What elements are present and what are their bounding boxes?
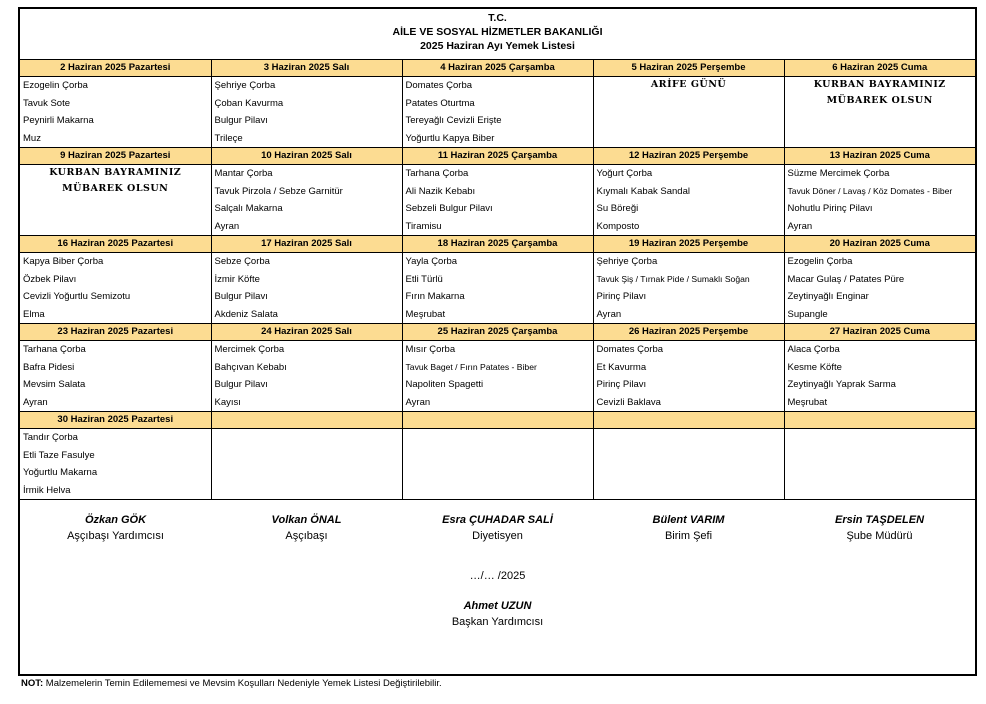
special-day-message: KURBAN BAYRAMINIZ MÜBAREK OLSUN	[20, 165, 211, 236]
day-menu-cell	[784, 253, 975, 324]
day-date-header	[784, 412, 975, 429]
menu-item: Yoğurt Çorba	[596, 168, 653, 179]
signature-2	[211, 512, 402, 544]
menu-item: Ezogelin Çorba	[23, 80, 88, 91]
menu-item: Süzme Mercimek Çorba	[787, 168, 890, 179]
day-date-header: 25 Haziran 2025 Çarşamba	[402, 324, 593, 341]
menu-item: Ayran	[214, 220, 240, 232]
approval-date: …/… /2025	[469, 570, 526, 582]
menu-item: Fırın Makarna	[405, 291, 465, 302]
day-date-header: 16 Haziran 2025 Pazartesi	[20, 236, 211, 253]
day-menu-cell	[593, 165, 784, 236]
day-menu-cell	[784, 165, 975, 236]
approval-block	[20, 598, 975, 630]
day-menu-cell	[211, 77, 402, 148]
day-date-header	[402, 412, 593, 429]
menu-item: Nohutlu Pirinç Pilavı	[787, 203, 873, 214]
approval-name: Ahmet UZUN	[463, 600, 532, 612]
menu-item: Supangle	[787, 308, 828, 320]
menu-item: Komposto	[596, 220, 640, 232]
day-date-header: 17 Haziran 2025 Salı	[211, 236, 402, 253]
menu-item: Napoliten Spagetti	[405, 379, 484, 390]
menu-item: Bulgur Pilavı	[214, 115, 268, 126]
week-items-row	[20, 429, 975, 500]
menu-item: İrmik Helva	[23, 484, 71, 496]
menu-item: Yoğurtlu Kapya Biber	[405, 132, 495, 144]
menu-item: Tavuk Baget / Fırın Patates - Biber	[405, 361, 537, 372]
menu-item: Ayran	[596, 308, 622, 320]
menu-item: Et Kavurma	[596, 361, 647, 373]
day-date-header: 12 Haziran 2025 Perşembe	[593, 148, 784, 165]
menu-item: Sebze Çorba	[214, 256, 270, 267]
menu-item: Tavuk Döner / Lavaş / Köz Domates - Biber	[787, 185, 953, 196]
menu-item: Tavuk Sote	[23, 97, 70, 109]
week-header-row	[20, 236, 975, 253]
week-items-row	[20, 341, 975, 412]
menu-item: Etli Türlü	[405, 273, 443, 285]
menu-item: Tarhana Çorba	[23, 344, 86, 355]
day-menu-cell	[20, 77, 211, 148]
day-date-header: 3 Haziran 2025 Salı	[211, 60, 402, 77]
day-date-header: 9 Haziran 2025 Pazartesi	[20, 148, 211, 165]
day-date-header: 13 Haziran 2025 Cuma	[784, 148, 975, 165]
menu-item: Kapya Biber Çorba	[23, 256, 104, 267]
day-menu-cell	[20, 341, 211, 412]
signature-5	[784, 512, 975, 544]
day-menu-cell	[211, 165, 402, 236]
menu-item: Peynirli Makarna	[23, 115, 94, 126]
menu-item: Alaca Çorba	[787, 344, 840, 355]
menu-item: Yoğurtlu Makarna	[23, 467, 98, 478]
week-header-row	[20, 60, 975, 77]
day-date-header: 20 Haziran 2025 Cuma	[784, 236, 975, 253]
menu-item: Tiramisu	[405, 220, 442, 232]
day-menu-cell	[593, 429, 784, 500]
signature-name: Bülent VARIM	[652, 514, 725, 526]
day-menu-cell	[211, 429, 402, 500]
menu-item: Zeytinyağlı Enginar	[787, 291, 869, 302]
menu-item: Bahçıvan Kebabı	[214, 361, 287, 373]
menu-item: Kıymalı Kabak Sandal	[596, 185, 690, 197]
day-menu-cell	[593, 341, 784, 412]
day-date-header: 26 Haziran 2025 Perşembe	[593, 324, 784, 341]
menu-item: Meşrubat	[405, 308, 446, 320]
menu-item: Kayısı	[214, 396, 241, 408]
note-text: Malzemelerin Temin Edilememesi ve Mevsim Koşulları Nedeniyle Yemek Listesi Değiştirilebilir.	[43, 678, 442, 689]
menu-item: Tavuk Şiş / Tırnak Pide / Sumaklı Soğan	[596, 273, 750, 284]
menu-item: Ayran	[787, 220, 813, 232]
menu-item: Salçalı Makarna	[214, 203, 283, 214]
signature-area	[20, 500, 975, 668]
signature-title: Diyetisyen	[472, 530, 523, 542]
menu-item: Elma	[23, 308, 45, 320]
day-date-header: 18 Haziran 2025 Çarşamba	[402, 236, 593, 253]
day-date-header: 2 Haziran 2025 Pazartesi	[20, 60, 211, 77]
day-date-header: 6 Haziran 2025 Cuma	[784, 60, 975, 77]
menu-item: Etli Taze Fasulye	[23, 449, 95, 461]
signature-title: Şube Müdürü	[846, 530, 913, 542]
note-label: NOT:	[21, 678, 44, 689]
week-header-row	[20, 412, 975, 429]
signature-title: Aşçıbaşı	[285, 530, 328, 542]
menu-table	[20, 60, 975, 500]
week-items-row	[20, 165, 975, 236]
menu-item: Cevizli Yoğurtlu Semizotu	[23, 291, 131, 302]
title-line-2: AİLE VE SOSYAL HİZMETLER BAKANLIĞI	[392, 26, 603, 38]
day-menu-cell	[784, 341, 975, 412]
menu-item: Bafra Pidesi	[23, 361, 75, 373]
menu-item: Çoban Kavurma	[214, 97, 284, 109]
day-date-header: 19 Haziran 2025 Perşembe	[593, 236, 784, 253]
day-date-header: 11 Haziran 2025 Çarşamba	[402, 148, 593, 165]
menu-item: Mantar Çorba	[214, 168, 273, 179]
day-menu-cell	[402, 429, 593, 500]
signature-name: Esra ÇUHADAR SALİ	[442, 514, 553, 526]
menu-item: Mercimek Çorba	[214, 344, 285, 355]
day-menu-cell	[211, 253, 402, 324]
menu-item: Ali Nazik Kebabı	[405, 185, 476, 197]
menu-item: Zeytinyağlı Yaprak Sarma	[787, 379, 896, 390]
menu-item: Akdeniz Salata	[214, 308, 278, 320]
day-menu-cell	[402, 77, 593, 148]
menu-item: Yayla Çorba	[405, 256, 458, 267]
week-items-row	[20, 77, 975, 148]
day-menu-cell	[20, 429, 211, 500]
week-items-row	[20, 253, 975, 324]
menu-item: Mısır Çorba	[405, 344, 456, 355]
menu-sheet	[18, 7, 977, 676]
special-day-message: KURBAN BAYRAMINIZ MÜBAREK OLSUN	[784, 77, 975, 148]
menu-item: Pirinç Pilavı	[596, 379, 647, 390]
menu-item: Şehriye Çorba	[214, 80, 276, 91]
day-menu-cell	[20, 253, 211, 324]
menu-item: Tarhana Çorba	[405, 168, 469, 179]
day-date-header: 23 Haziran 2025 Pazartesi	[20, 324, 211, 341]
day-date-header: 30 Haziran 2025 Pazartesi	[20, 412, 211, 429]
menu-item: Bulgur Pilavı	[214, 291, 268, 302]
day-menu-cell	[593, 253, 784, 324]
day-date-header: 4 Haziran 2025 Çarşamba	[402, 60, 593, 77]
menu-item: Şehriye Çorba	[596, 256, 658, 267]
title-block	[20, 9, 975, 60]
menu-item: Ayran	[405, 396, 431, 408]
menu-item: Pirinç Pilavı	[596, 291, 647, 302]
day-date-header: 27 Haziran 2025 Cuma	[784, 324, 975, 341]
menu-item: Tavuk Pirzola / Sebze Garnitür	[214, 185, 343, 197]
signature-4	[593, 512, 784, 544]
signature-title: Aşçıbaşı Yardımcısı	[67, 530, 164, 542]
menu-item: Patates Oturtma	[405, 97, 475, 109]
signature-name: Özkan GÖK	[84, 514, 147, 526]
day-date-header: 5 Haziran 2025 Perşembe	[593, 60, 784, 77]
day-date-header	[593, 412, 784, 429]
signature-name: Ersin TAŞDELEN	[834, 514, 925, 526]
menu-item: Muz	[23, 132, 41, 144]
day-menu-cell	[402, 253, 593, 324]
menu-item: Özbek Pilavı	[23, 273, 77, 285]
day-menu-cell	[211, 341, 402, 412]
menu-item: Macar Gulaş / Patates Püre	[787, 273, 905, 285]
day-menu-cell	[784, 429, 975, 500]
week-header-row	[20, 324, 975, 341]
approval-title: Başkan Yardımcısı	[451, 616, 544, 628]
signature-3	[402, 512, 593, 544]
menu-item: Tereyağlı Cevizli Erişte	[405, 115, 502, 126]
menu-item: Trileçe	[214, 132, 243, 144]
day-menu-cell	[402, 165, 593, 236]
week-header-row	[20, 148, 975, 165]
menu-item: Domates Çorba	[405, 80, 473, 91]
day-date-header: 10 Haziran 2025 Salı	[211, 148, 402, 165]
menu-item: Su Böreği	[596, 203, 639, 214]
signature-name: Volkan ÖNAL	[271, 514, 342, 526]
menu-item: Cevizli Baklava	[596, 396, 661, 408]
day-menu-cell	[402, 341, 593, 412]
signature-1	[20, 512, 211, 544]
menu-item: Tandır Çorba	[23, 432, 78, 443]
menu-item: Bulgur Pilavı	[214, 379, 268, 390]
signature-title: Birim Şefi	[664, 530, 713, 542]
menu-item: Sebzeli Bulgur Pilavı	[405, 203, 493, 214]
menu-item: Ezogelin Çorba	[787, 256, 853, 267]
menu-item: Meşrubat	[787, 396, 828, 408]
special-day-message: ARİFE GÜNÜ	[593, 77, 784, 148]
day-date-header	[211, 412, 402, 429]
title-line-3: 2025 Haziran Ayı Yemek Listesi	[420, 40, 575, 52]
menu-item: Mevsim Salata	[23, 379, 86, 390]
day-date-header: 24 Haziran 2025 Salı	[211, 324, 402, 341]
menu-item: Domates Çorba	[596, 344, 664, 355]
menu-item: Ayran	[23, 396, 48, 408]
footer-note	[21, 678, 442, 689]
menu-item: İzmir Köfte	[214, 273, 260, 285]
menu-item: Kesme Köfte	[787, 361, 842, 373]
title-line-1: T.C.	[488, 12, 507, 24]
